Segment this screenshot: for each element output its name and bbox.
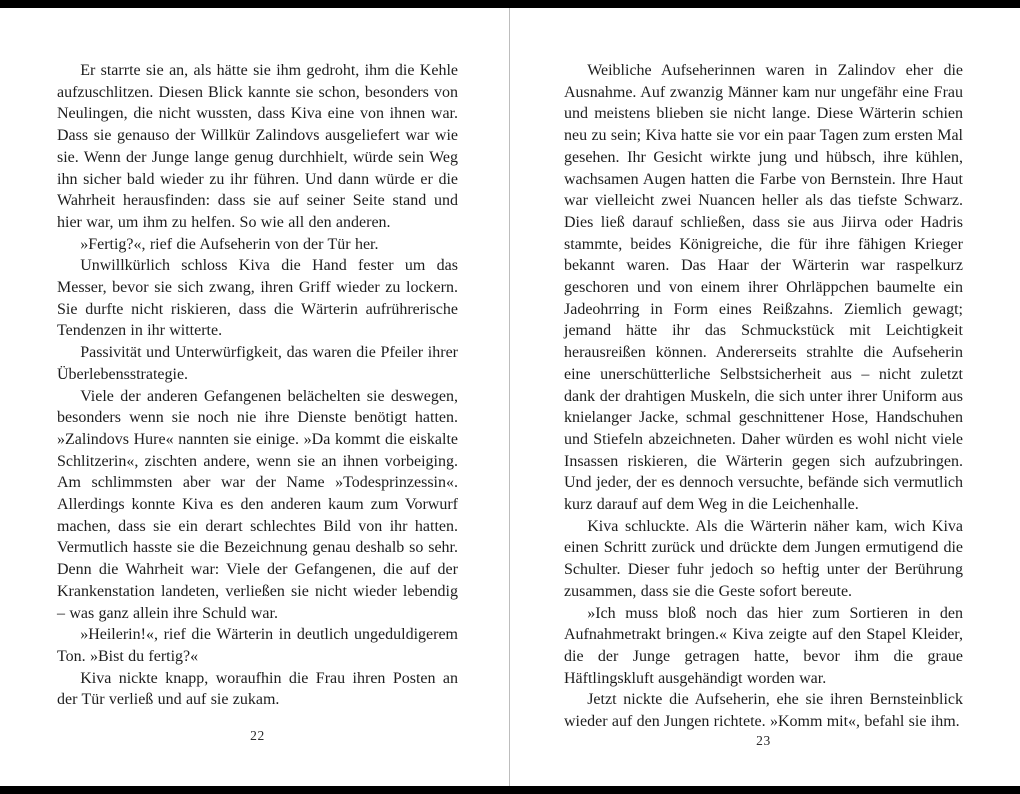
paragraph: Passivität und Unterwürfigkeit, das waren die Pfeiler ihrer Überlebensstrategie. (57, 344, 458, 383)
page-divider (509, 8, 510, 786)
paragraph: Jetzt nickte die Aufseherin, ehe sie ihren Bernsteinblick wieder auf den Jungen richtete. »Komm mit«, befahl sie ihm. (564, 691, 963, 731)
paragraph: Weibliche Aufseherinnen waren in Zalindov eher die Ausnahme. Auf zwanzig Männer kam nur ungefähr eine Frau und meistens blieben sie nicht lange. Diese Wärterin schien neu zu sein; Kiva hatte sie vor ein paar Tagen zum ersten Mal gesehen. Ihr Gesicht wirkte jung und hübsch, ihre kühlen, wachsamen Augen hatten die Farbe von Bernstein. Ihre Haut war vielleicht zwei Nuancen heller als das tiefste Schwarz. Dies ließ darauf schließen, dass sie aus Jiirva oder Hadris stammte, beides Königreiche, die für ihre fähigen Krieger bekannt waren. Das Haar der Wärterin war raspelkurz geschoren und von einem ihrer Ohrläppchen baumelte ein Jadeohrring in Form eines Reißzahns. Ziemlich gewagt; jemand hätte ihr das Schmuckstück mit Leichtigkeit herausreißen können. Andererseits strahlte die Aufseherin eine unerschütterliche Selbstsicherheit aus – nicht zuletzt dank der drahtigen Muskeln, die sich unter ihrer Uniform aus knielanger Jacke, schmal geschnittener Hose, Handschuhen und Stiefeln abzeichneten. Daher würden es wohl nicht viele Insassen riskieren, die Wärterin gegen sich aufzubringen. Und jeder, der es dennoch versuchte, befände sich vermutlich kurz darauf auf dem Weg in die Leichenhalle. (564, 62, 963, 514)
book-spread (0, 8, 1020, 786)
paragraph: »Ich muss bloß noch das hier zum Sortieren in den Aufnahmetrakt bringen.« Kiva zeigte auf den Stapel Kleider, die der Junge getragen hatte, bevor ihm die graue Häftlingskluft ausgehändigt worden war. (564, 604, 963, 687)
paragraph: »Fertig?«, rief die Aufseherin von der Tür her. (80, 235, 379, 253)
paragraph: Er starrte sie an, als hätte sie ihm gedroht, ihm die Kehle aufzuschlitzen. Diesen Blick kannte sie schon, besonders von Neulingen, die nicht wussten, dass Kiva eine von ihnen war. Dass sie genauso der Willkür Zalindovs ausgeliefert war wie sie. Wenn der Junge lange genug durchhielt, würde sein Weg ihn sicher bald wieder zu ihr führen. Und dann würde er die Wahrheit herausfinden: dass sie auf seiner Seite stand und hier war, um ihm zu helfen. So wie all den anderen. (57, 62, 458, 231)
top-edge-bar (0, 0, 1020, 8)
bottom-edge-bar (0, 786, 1020, 794)
paragraph: Viele der anderen Gefangenen belächelten sie deswegen, besonders wenn sie noch nie ihre Dienste benötigt hatten. »Zalindovs Hure« nannten sie einige. »Da kommt die eiskalte Schlitzerin«, zischten andere, wenn sie an ihnen vorbeiging. Am schlimmsten aber war der Name »Todesprinzessin«. Allerdings konnte Kiva es den anderen kaum zum Vorwurf machen, dass sie ein derart schlechtes Bild von ihr hatten. Vermutlich hasste sie die Bezeichnung genau deshalb so sehr. Denn die Wahrheit war: Viele der Gefangenen, die auf der Krankenstation landeten, verließen sie nicht wieder lebendig – was ganz allein ihre Schuld war. (57, 387, 458, 622)
paragraph: Kiva nickte knapp, woraufhin die Frau ihren Posten an der Tür verließ und auf sie zukam. (57, 669, 458, 709)
page-number-left: 22 (250, 728, 265, 743)
left-page-text (57, 60, 458, 711)
paragraph: »Heilerin!«, rief die Wärterin in deutlich ungeduldigerem Ton. »Bist du fertig?« (57, 626, 458, 665)
right-page-text (564, 60, 963, 733)
page-number-right: 23 (756, 732, 771, 748)
right-page (510, 8, 1020, 786)
paragraph: Unwillkürlich schloss Kiva die Hand fester um das Messer, bevor sie sich zwang, ihren Griff wieder zu lockern. Sie durfte nicht riskieren, dass die Wärterin aufrührerische Tendenzen in ihr witterte. (57, 257, 458, 340)
paragraph: Kiva schluckte. Als die Wärterin näher kam, wich Kiva einen Schritt zurück und drückte dem Jungen ermutigend die Schulter. Dieser fuhr jedoch so heftig unter der Berührung zusammen, dass sie die Geste sofort bereute. (564, 517, 963, 600)
left-page (0, 8, 510, 786)
